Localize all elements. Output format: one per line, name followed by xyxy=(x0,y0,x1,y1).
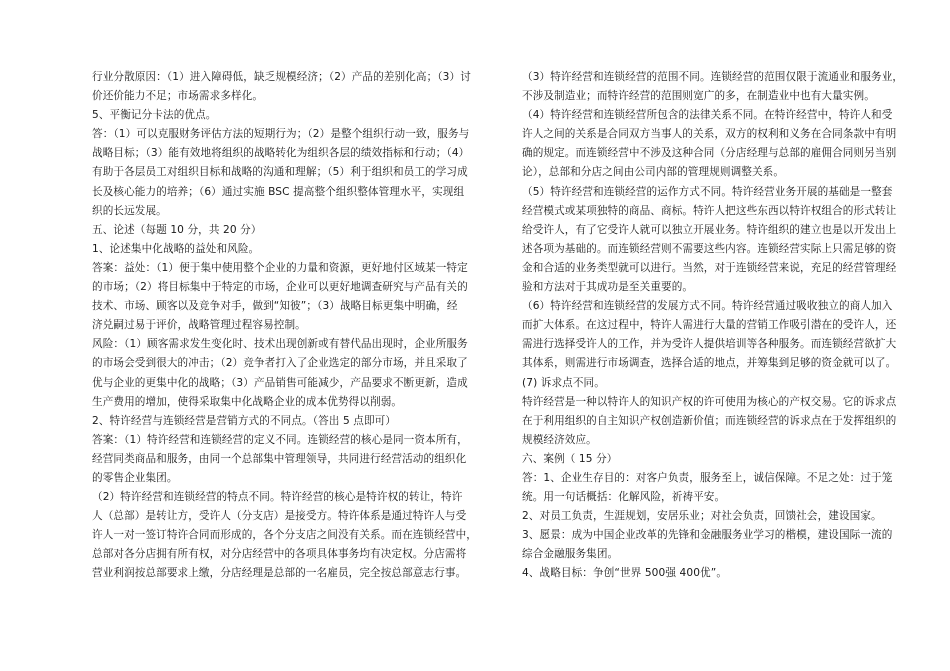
right-line-6: 论），总部和分店之间由公司内部的管理规则调整关系。 xyxy=(522,166,785,179)
left-line-9: 五、论述（每题 10 分，共 20 分） xyxy=(92,223,262,236)
right-line-19: 在于利用组织的自主知识产权创造新价值；而连锁经营的诉求点在于发挥组织的 xyxy=(522,414,897,427)
right-line-8: 经营模式或某项独特的商品、商标。特许人把这些东西以特许权组合的形式转让 xyxy=(522,204,897,217)
right-line-17: (7) 诉求点不同。 xyxy=(522,376,605,389)
right-line-14: 而扩大体系。在这过程中，特许人需进行大量的营销工作吸引潜在的受许人，还 xyxy=(522,319,897,332)
left-line-17: 优与企业的更集中化的战略；（3）产品销售可能减少，产品要求不断更新，造成 xyxy=(92,376,468,389)
left-line-6: 有助于各层员工对组织目标和战略的沟通和理解；（5）利于组织和员工的学习成 xyxy=(92,166,468,179)
right-line-10: 述各项为基础的。而连锁经营则不需要这些内容。连锁经营实际上只需足够的资 xyxy=(522,242,897,255)
right-line-4: 许人之间的关系是合同双方当事人的关系，双方的权利和义务在合同条款中有明 xyxy=(522,128,897,141)
left-line-1: 行业分散原因：（1）进入障碍低，缺乏规模经济；（2）产品的差别化高；（3）讨 xyxy=(92,71,471,83)
left-line-15: 风险：（1）顾客需求发生变化时、技术出现创新或有替代品出现时，企业所服务 xyxy=(92,338,468,351)
right-line-13: （6）特许经营和连锁经营的发展方式不同。特许经营通过吸收独立的商人加入 xyxy=(522,300,893,313)
left-line-13: 技术、市场、顾客以及竞争对手，做到“知彼”；（3）战略目标更集中明确，经 xyxy=(92,300,458,313)
right-line-5: 确的规定。而连锁经营中不涉及这种合同（分店经理与总部的雇佣合同则另当别 xyxy=(522,147,897,160)
left-line-12: 的市场；（2）将目标集中于特定的市场，企业可以更好地调查研究与产品有关的 xyxy=(92,281,468,294)
right-line-11: 金和合适的业务类型就可以进行。当然，对于连锁经营来说，充足的经营管理经 xyxy=(522,261,897,274)
left-line-27: 营业利润按总部要求上缴，分店经理是总部的一名雇员，完全按总部意志行事。 xyxy=(92,567,467,580)
right-line-12: 验和方法对于其成功是至关重要的。 xyxy=(522,281,694,294)
left-line-21: 经营同类商品和服务，由同一个总部集中管理领导，共同进行经营活动的组织化 xyxy=(92,452,467,465)
right-line-20: 规模经济效应。 xyxy=(522,433,597,446)
left-line-26: 总部对各分店拥有所有权，对分店经营中的各项具体事务均有决定权。分店需将 xyxy=(92,548,467,561)
right-line-21: 六、案例（ 15 分） xyxy=(522,452,618,465)
left-line-23: （2）特许经营和连锁经营的特点不同。特许经营的核心是特许权的转让，特许 xyxy=(92,491,463,504)
left-line-22: 的零售企业集团。 xyxy=(92,471,178,484)
right-line-25: 3、愿景：成为中国企业改革的先锋和金融服务业学习的楷模，建设国际一流的 xyxy=(522,529,893,542)
right-line-27: 4、战略目标：争创“世界 500强 400优”。 xyxy=(522,567,728,580)
right-line-2: 不涉及制造业；而特许经营的范围则宽广的多，在制造业中也有大量实例。 xyxy=(522,90,875,103)
right-line-18: 特许经营是一种以特许人的知识产权的许可使用为核心的产权交易。它的诉求点 xyxy=(522,395,897,408)
right-column xyxy=(522,68,910,584)
right-line-24: 2、对员工负责，生涯规划，安居乐业；对社会负责，回馈社会，建设国家。 xyxy=(522,510,882,523)
right-line-7: （5）特许经营和连锁经营的运作方式不同。特许经营业务开展的基础是一整套 xyxy=(522,185,893,198)
right-line-15: 需进行选择受许人的工作，并为受许人提供培训等各种服务。而连锁经营欲扩大 xyxy=(522,338,897,351)
right-line-22: 答：1、企业生存目的：对客户负责，服务至上，诚信保障。不足之处：过于笼 xyxy=(522,471,893,484)
left-line-24: 人（总部）是转让方，受许人（分支店）是接受方。特许体系是通过特许人与受 xyxy=(92,510,467,523)
left-line-5: 战略目标；（3）能有效地将组织的战略转化为组织各层的绩效指标和行动；（4） xyxy=(92,147,470,160)
right-line-3: （4）特许经营和连锁经营所包含的法律关系不同。在特许经营中，特许人和受 xyxy=(522,109,893,122)
right-line-1: （3）特许经营和连锁经营的范围不同。连锁经营的范围仅限于流通业和服务业， xyxy=(522,71,904,83)
left-line-4: 答：（1）可以克服财务评估方法的短期行为；（2）是整个组织行动一致，服务与 xyxy=(92,128,470,141)
left-line-25: 许人一对一签订特许合同而形成的，各个分支店之间没有关系。而在连锁经营中， xyxy=(92,529,477,542)
left-line-10: 1、论述集中化战略的益处和风险。 xyxy=(92,242,260,255)
left-line-11: 答案：益处：（1）便于集中使用整个企业的力量和资源，更好地付区域某一特定 xyxy=(92,261,468,274)
left-line-20: 答案：（1）特许经营和连锁经营的定义不同。连锁经营的核心是同一资本所有， xyxy=(92,433,468,446)
right-line-9: 给受许人，有了它受许人就可以独立开展业务。特许组织的建立也是以开发出上 xyxy=(522,223,897,236)
left-line-19: 2、特许经营与连锁经营是营销方式的不同点。（答出 5 点即可） xyxy=(92,414,397,427)
left-line-8: 织的长远发展。 xyxy=(92,204,167,217)
right-line-23: 统。用一句话概括：化解风险，祈祷平安。 xyxy=(522,491,726,504)
left-line-7: 长及核心能力的培养；（6）通过实施 BSC 提高整个组织整体管理水平，实现组 xyxy=(92,185,465,198)
left-line-3: 5、平衡记分卡法的优点。 xyxy=(92,109,217,122)
left-line-16: 的市场会受到很大的冲击；（2）竞争者打入了企业选定的部分市场，并且采取了 xyxy=(92,357,468,370)
right-line-16: 其体系，则需进行市场调查，选择合适的地点，并筹集到足够的资金就可以了。 xyxy=(522,357,897,370)
left-line-14: 济兑嗣过易于评价，战略管理过程容易控制。 xyxy=(92,319,306,332)
left-line-18: 生产费用的增加，使得采取集中化战略企业的成本优势得以削弱。 xyxy=(92,395,403,408)
left-column xyxy=(92,68,484,584)
left-line-2: 价还价能力不足；市场需求多样化。 xyxy=(92,90,264,103)
right-line-26: 综合金融服务集团。 xyxy=(522,548,619,561)
